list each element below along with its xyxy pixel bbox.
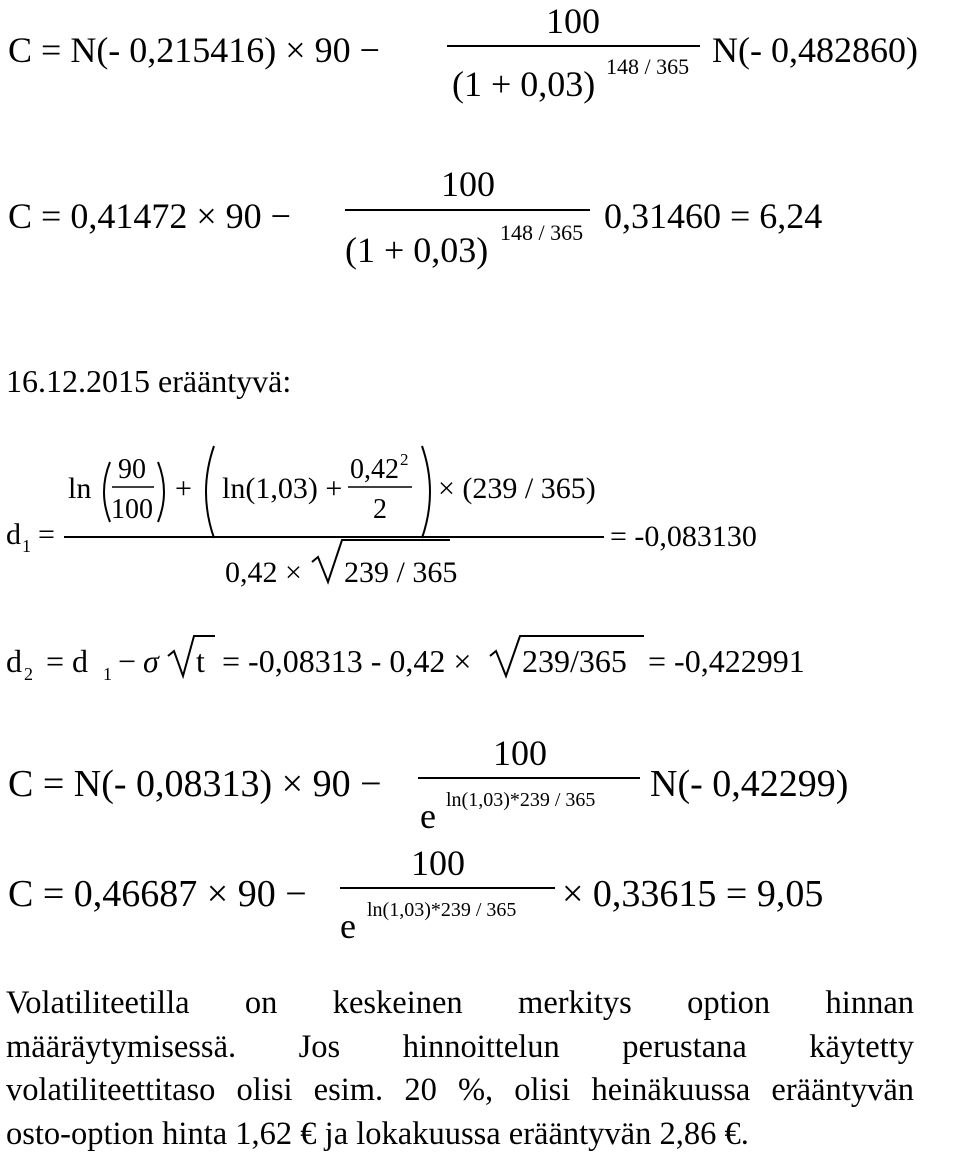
d2-result: = -0,422991 bbox=[648, 643, 805, 679]
eq2-denominator: (1 + 0,03) bbox=[345, 230, 488, 270]
d1-ln-rate: ln(1,03) + bbox=[222, 472, 342, 505]
d1-sigma-square: 2 bbox=[400, 450, 409, 469]
d1-right-paren-2 bbox=[422, 446, 430, 538]
d1-lhs-equals: = bbox=[38, 518, 55, 551]
eq3-right: N(- 0,42299) bbox=[650, 763, 848, 805]
d1-lhs: d bbox=[6, 518, 21, 551]
d1-left-paren-1 bbox=[104, 462, 110, 522]
equation-4 bbox=[8, 843, 823, 946]
eq4-exponent: ln(1,03)*239 / 365 bbox=[367, 899, 516, 921]
d2-sigma: σ bbox=[143, 643, 160, 679]
d1-frac-denominator: 100 bbox=[111, 494, 153, 525]
eq3-exponent: ln(1,03)*239 / 365 bbox=[446, 789, 595, 811]
d2-lhs: d bbox=[6, 643, 22, 679]
d2-d1-subscript: 1 bbox=[103, 664, 112, 684]
eq3-numerator: 100 bbox=[493, 733, 547, 773]
eq4-right: × 0,33615 = 9,05 bbox=[562, 873, 823, 915]
paragraph-line-1: Volatiliteetilla on keskeinen merkitys option hinnan bbox=[6, 982, 914, 1026]
eq1-exponent: 148 / 365 bbox=[606, 54, 689, 79]
d1-right-paren-1 bbox=[158, 462, 164, 522]
d1-left-paren-2 bbox=[206, 446, 214, 538]
d2-middle: = -0,08313 - 0,42 × bbox=[222, 643, 471, 679]
d1-sigma-value: 0,42 bbox=[350, 454, 399, 485]
equation-3 bbox=[8, 733, 848, 836]
eq3-left: C = N(- 0,08313) × 90 − bbox=[8, 763, 382, 805]
d1-time-factor: × (239 / 365) bbox=[438, 472, 596, 505]
eq2-numerator: 100 bbox=[441, 164, 495, 204]
d1-formula bbox=[6, 446, 757, 589]
equation-2 bbox=[8, 164, 822, 270]
eq2-left: C = 0,41472 × 90 − bbox=[8, 196, 291, 236]
section-heading: 16.12.2015 erääntyvä: bbox=[6, 363, 291, 399]
d2-sqrt-t-sign bbox=[168, 636, 215, 676]
paragraph-line-2: määräytymisessä. Jos hinnoittelun perustana käytetty bbox=[6, 1026, 914, 1070]
d2-minus: − bbox=[118, 643, 136, 679]
eq3-exp-base: e bbox=[420, 796, 436, 836]
d1-result: = -0,083130 bbox=[610, 520, 757, 553]
explanation-paragraph bbox=[6, 982, 914, 1156]
d1-lhs-subscript: 1 bbox=[22, 536, 31, 556]
eq1-numerator: 100 bbox=[546, 1, 600, 41]
d2-formula bbox=[6, 636, 805, 684]
d1-plus: + bbox=[175, 472, 192, 505]
eq2-exponent: 148 / 365 bbox=[500, 220, 583, 245]
eq1-denominator: (1 + 0,03) bbox=[452, 64, 595, 104]
equation-1 bbox=[8, 1, 918, 104]
paragraph-line-3: volatiliteettitaso olisi esim. 20 %, olisi heinäkuussa erääntyvän bbox=[6, 1069, 914, 1113]
eq2-right: 0,31460 = 6,24 bbox=[604, 196, 822, 236]
eq1-left: C = N(- 0,215416) × 90 − bbox=[8, 30, 380, 70]
eq1-right: N(- 0,482860) bbox=[712, 30, 918, 70]
d2-lhs-subscript: 2 bbox=[24, 664, 33, 684]
d1-sigma-denominator: 2 bbox=[373, 494, 387, 525]
d1-frac-numerator: 90 bbox=[118, 454, 146, 485]
d2-t: t bbox=[196, 643, 205, 679]
d2-root: 239/365 bbox=[522, 643, 627, 679]
d1-denominator-root: 239 / 365 bbox=[344, 556, 457, 589]
eq4-left: C = 0,46687 × 90 − bbox=[8, 873, 307, 915]
d1-denominator-sigma: 0,42 × bbox=[225, 556, 302, 589]
paragraph-line-4: osto-option hinta 1,62 € ja lokakuussa erääntyvän 2,86 €. bbox=[6, 1113, 914, 1156]
eq4-exp-base: e bbox=[340, 906, 356, 946]
eq4-numerator: 100 bbox=[411, 843, 465, 883]
d1-ln: ln bbox=[68, 472, 91, 505]
d2-eq-d1: = d bbox=[46, 643, 88, 679]
